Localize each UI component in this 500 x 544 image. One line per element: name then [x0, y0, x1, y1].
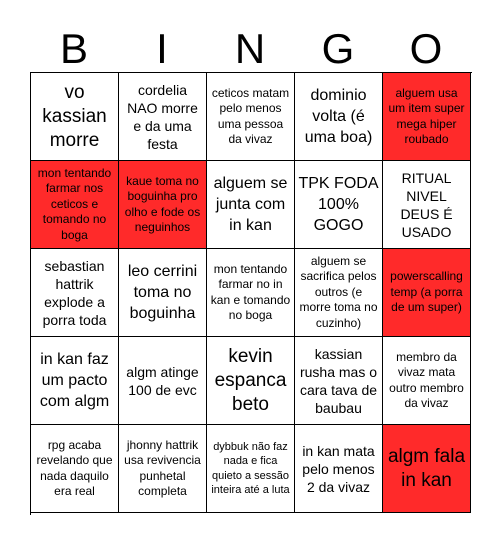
bingo-cell[interactable]: algm atinge 100 de evc [119, 337, 207, 425]
bingo-cell[interactable]: membro da vivaz mata outro membro da vivaz [383, 337, 471, 425]
bingo-cell[interactable]: cordelia NAO morre e da uma festa [119, 73, 207, 161]
bingo-cell[interactable]: vo kassian morre [31, 73, 119, 161]
header-letter-b: B [59, 25, 88, 72]
bingo-cell[interactable]: dominio volta (é uma boa) [295, 73, 383, 161]
bingo-cell[interactable]: dybbuk não faz nada e fica quieto a sessão inteira até a luta [207, 425, 295, 513]
bingo-cell[interactable]: alguem se junta com in kan [207, 161, 295, 249]
bingo-cell[interactable]: mon tentando farmar no in kan e tomando no boga [207, 249, 295, 337]
bingo-cell[interactable]: RITUAL NIVEL DEUS É USADO [383, 161, 471, 249]
header-letter-g: G [321, 25, 355, 72]
bingo-cell[interactable]: TPK FODA 100% GOGO [295, 161, 383, 249]
bingo-cell[interactable]: powerscalling temp (a porra de um super) [383, 249, 471, 337]
bingo-cell[interactable]: leo cerrini toma no boguinha [119, 249, 207, 337]
header-letter-n: N [234, 25, 266, 72]
bingo-cell[interactable]: kaue toma no boguinha pro olho e fode os neguinhos [119, 161, 207, 249]
bingo-cell[interactable]: ceticos matam pelo menos uma pessoa da vivaz [207, 73, 295, 161]
bingo-cell[interactable]: mon tentando farmar nos ceticos e tomando no boga [31, 161, 119, 249]
bingo-cell[interactable]: jhonny hattrik usa revivencia punhetal completa [119, 425, 207, 513]
bingo-cell[interactable]: sebastian hattrik explode a porra toda [31, 249, 119, 337]
bingo-cell[interactable]: kassian rusha mas o cara tava de baubau [295, 337, 383, 425]
bingo-cell[interactable]: alguem se sacrifica pelos outros (e morre toma no cuzinho) [295, 249, 383, 337]
bingo-board [30, 72, 472, 515]
header-letter-i: I [156, 25, 168, 72]
bingo-cell[interactable]: in kan faz um pacto com algm [31, 337, 119, 425]
header-letter-o: O [409, 25, 443, 72]
bingo-cell[interactable]: kevin espanca beto [207, 337, 295, 425]
bingo-cell[interactable]: rpg acaba revelando que nada daquilo era real [31, 425, 119, 513]
bingo-cell[interactable]: in kan mata pelo menos 2 da vivaz [295, 425, 383, 513]
bingo-cell[interactable]: algm fala in kan [383, 425, 471, 513]
bingo-header [30, 26, 470, 72]
bingo-cell[interactable]: alguem usa um item super mega hiper roubado [383, 73, 471, 161]
